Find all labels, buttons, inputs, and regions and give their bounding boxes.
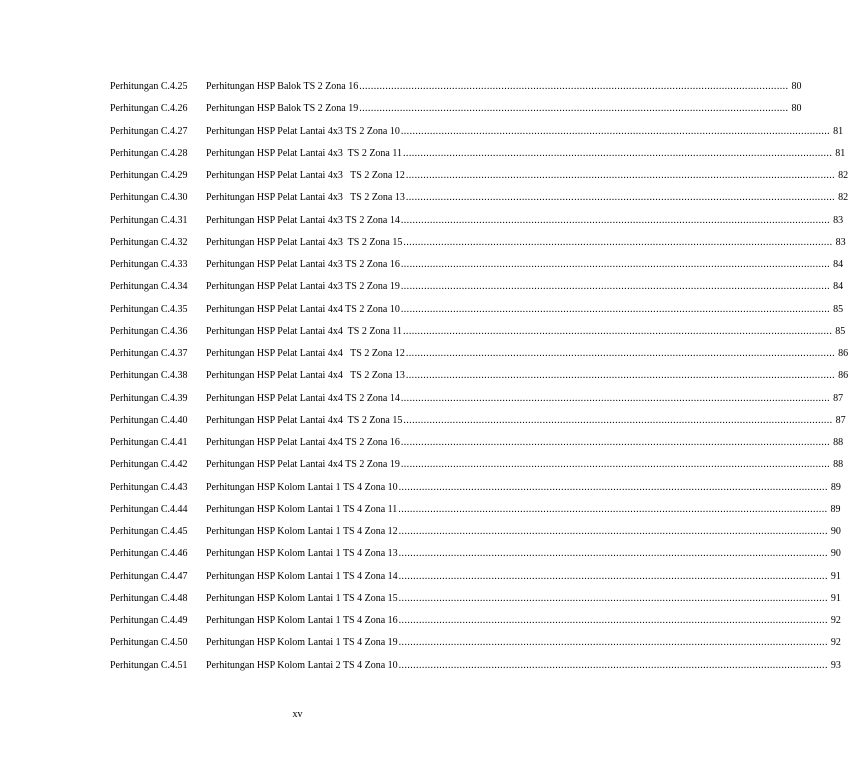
toc-entry[interactable] bbox=[110, 615, 841, 637]
toc-entry-page: 86 bbox=[838, 370, 848, 382]
dot-leader bbox=[406, 192, 835, 204]
toc-entry-label: Perhitungan C.4.34 bbox=[110, 281, 188, 293]
toc-entry-page: 90 bbox=[830, 548, 841, 560]
toc-entry-page: 84 bbox=[833, 259, 844, 270]
toc-entry-label: Perhitungan C.4.47 bbox=[110, 570, 188, 582]
toc-entry-label: Perhitungan C.4.27 bbox=[110, 125, 188, 137]
toc-entry-title: Perhitungan HSP Pelat Lantai 4x3 TS 2 Zona 10 bbox=[206, 125, 400, 137]
toc-entry-title: Perhitungan HSP Kolom Lantai 1 TS 4 Zona 15 bbox=[206, 592, 398, 604]
toc-entry-label: Perhitungan C.4.48 bbox=[110, 592, 188, 604]
toc-entry-title: Perhitungan HSP Pelat Lantai 4x4 TS 2 Zona 12 bbox=[206, 348, 405, 359]
toc-entry[interactable] bbox=[110, 481, 841, 504]
toc-entry[interactable] bbox=[110, 214, 844, 237]
toc-entry-page: 83 bbox=[833, 214, 844, 226]
dot-leader bbox=[399, 526, 828, 538]
toc-entry[interactable] bbox=[110, 526, 841, 548]
dot-leader bbox=[406, 370, 835, 382]
dot-leader bbox=[406, 348, 835, 360]
toc-entry-label: Perhitungan C.4.40 bbox=[110, 414, 188, 426]
toc-entry-label: Perhitungan C.4.25 bbox=[110, 81, 188, 92]
dot-leader bbox=[401, 215, 830, 227]
toc-entry-title: Perhitungan HSP Kolom Lantai 1 TS 4 Zona 12 bbox=[206, 526, 398, 537]
toc-entry-title: Perhitungan HSP Pelat Lantai 4x3 TS 2 Zona 15 bbox=[206, 236, 403, 248]
toc-entry[interactable] bbox=[110, 259, 844, 281]
toc-entry-page: 87 bbox=[835, 414, 846, 426]
toc-entry-page: 82 bbox=[838, 170, 848, 181]
toc-entry-page: 82 bbox=[838, 192, 848, 204]
toc-entry[interactable] bbox=[110, 147, 846, 170]
toc-entry-label: Perhitungan C.4.32 bbox=[110, 236, 188, 248]
toc-entry-label: Perhitungan C.4.46 bbox=[110, 548, 188, 560]
table-of-calculations bbox=[110, 81, 848, 682]
toc-entry-title: Perhitungan HSP Pelat Lantai 4x3 TS 2 Zona 13 bbox=[206, 192, 405, 204]
toc-entry-label: Perhitungan C.4.50 bbox=[110, 637, 188, 649]
toc-entry-page: 84 bbox=[833, 281, 844, 293]
toc-entry-label: Perhitungan C.4.31 bbox=[110, 214, 188, 226]
toc-entry-title: Perhitungan HSP Kolom Lantai 1 TS 4 Zona 11 bbox=[206, 503, 398, 515]
toc-entry-label: Perhitungan C.4.29 bbox=[110, 170, 188, 181]
toc-entry-page: 88 bbox=[833, 437, 844, 448]
dot-leader bbox=[401, 304, 830, 316]
dot-leader bbox=[403, 326, 832, 338]
toc-entry-title: Perhitungan HSP Pelat Lantai 4x3 TS 2 Zona 16 bbox=[206, 259, 400, 270]
toc-entry-label: Perhitungan C.4.33 bbox=[110, 259, 188, 270]
toc-entry-title: Perhitungan HSP Pelat Lantai 4x3 TS 2 Zona 12 bbox=[206, 170, 405, 181]
dot-leader bbox=[399, 571, 828, 583]
toc-entry-label: Perhitungan C.4.41 bbox=[110, 437, 188, 448]
toc-entry-title: Perhitungan HSP Pelat Lantai 4x4 TS 2 Zona 16 bbox=[206, 437, 400, 448]
toc-entry-title: Perhitungan HSP Kolom Lantai 2 TS 4 Zona 10 bbox=[206, 659, 398, 671]
dot-leader bbox=[406, 170, 835, 182]
toc-entry-title: Perhitungan HSP Pelat Lantai 4x3 TS 2 Zona 19 bbox=[206, 281, 400, 293]
dot-leader bbox=[401, 437, 830, 449]
toc-entry[interactable] bbox=[110, 570, 841, 593]
toc-entry[interactable] bbox=[110, 325, 846, 348]
toc-entry-page: 86 bbox=[838, 348, 848, 359]
toc-entry[interactable] bbox=[110, 81, 802, 103]
toc-entry-page: 91 bbox=[830, 592, 841, 604]
toc-entry[interactable] bbox=[110, 103, 802, 125]
toc-entry-page: 92 bbox=[830, 637, 841, 649]
dot-leader bbox=[401, 459, 830, 471]
toc-entry-title: Perhitungan HSP Kolom Lantai 1 TS 4 Zona 16 bbox=[206, 615, 398, 626]
toc-entry[interactable] bbox=[110, 437, 844, 459]
toc-entry-title: Perhitungan HSP Pelat Lantai 4x4 TS 2 Zona 15 bbox=[206, 414, 403, 426]
toc-entry-page: 81 bbox=[833, 125, 844, 137]
dot-leader bbox=[399, 637, 828, 649]
toc-entry-label: Perhitungan C.4.51 bbox=[110, 659, 188, 671]
dot-leader bbox=[399, 660, 828, 672]
toc-entry-title: Perhitungan HSP Kolom Lantai 1 TS 4 Zona 19 bbox=[206, 637, 398, 649]
toc-entry[interactable] bbox=[110, 637, 841, 659]
toc-entry-title: Perhitungan HSP Pelat Lantai 4x4 TS 2 Zona 13 bbox=[206, 370, 405, 382]
toc-entry[interactable] bbox=[110, 370, 848, 392]
toc-entry-label: Perhitungan C.4.30 bbox=[110, 192, 188, 204]
toc-entry-title: Perhitungan HSP Pelat Lantai 4x4 TS 2 Zona 11 bbox=[206, 325, 403, 337]
toc-entry-page: 88 bbox=[833, 459, 844, 471]
toc-entry-title: Perhitungan HSP Balok TS 2 Zona 16 bbox=[206, 81, 359, 92]
dot-leader bbox=[403, 237, 832, 249]
dot-leader bbox=[401, 126, 830, 138]
dot-leader bbox=[399, 548, 828, 560]
dot-leader bbox=[403, 148, 832, 160]
toc-entry-title: Perhitungan HSP Kolom Lantai 1 TS 4 Zona 14 bbox=[206, 570, 398, 582]
toc-entry-label: Perhitungan C.4.39 bbox=[110, 392, 188, 404]
toc-entry-title: Perhitungan HSP Kolom Lantai 1 TS 4 Zona 13 bbox=[206, 548, 398, 560]
toc-entry[interactable] bbox=[110, 548, 841, 570]
toc-entry-page: 91 bbox=[830, 570, 841, 582]
toc-entry-page: 80 bbox=[791, 81, 802, 92]
toc-entry[interactable] bbox=[110, 414, 846, 437]
toc-entry[interactable] bbox=[110, 503, 841, 526]
toc-entry-label: Perhitungan C.4.26 bbox=[110, 103, 188, 115]
toc-entry-label: Perhitungan C.4.28 bbox=[110, 147, 188, 159]
toc-entry-label: Perhitungan C.4.44 bbox=[110, 503, 188, 515]
toc-entry[interactable] bbox=[110, 459, 844, 481]
toc-entry[interactable] bbox=[110, 303, 844, 326]
toc-entry[interactable] bbox=[110, 236, 846, 259]
toc-entry-page: 93 bbox=[830, 659, 841, 671]
toc-entry[interactable] bbox=[110, 125, 844, 148]
toc-entry[interactable] bbox=[110, 348, 848, 370]
toc-entry[interactable] bbox=[110, 392, 844, 415]
toc-entry[interactable] bbox=[110, 170, 848, 192]
dot-leader bbox=[401, 393, 830, 405]
toc-entry-label: Perhitungan C.4.42 bbox=[110, 459, 188, 471]
toc-entry-page: 85 bbox=[833, 303, 844, 315]
toc-entry-page: 81 bbox=[835, 147, 846, 159]
dot-leader bbox=[399, 593, 828, 605]
dot-leader bbox=[359, 81, 788, 93]
toc-entry-page: 89 bbox=[830, 481, 841, 493]
dot-leader bbox=[403, 415, 832, 427]
toc-entry-label: Perhitungan C.4.45 bbox=[110, 526, 188, 537]
dot-leader bbox=[401, 259, 830, 271]
toc-entry-label: Perhitungan C.4.37 bbox=[110, 348, 188, 359]
toc-entry-label: Perhitungan C.4.35 bbox=[110, 303, 188, 315]
toc-entry[interactable] bbox=[110, 192, 848, 214]
toc-entry-label: Perhitungan C.4.43 bbox=[110, 481, 188, 493]
toc-entry-title: Perhitungan HSP Pelat Lantai 4x4 TS 2 Zona 14 bbox=[206, 392, 400, 404]
toc-entry-page: 80 bbox=[791, 103, 802, 115]
toc-entry-label: Perhitungan C.4.36 bbox=[110, 325, 188, 337]
dot-leader bbox=[399, 615, 828, 627]
toc-entry-title: Perhitungan HSP Pelat Lantai 4x3 TS 2 Zona 14 bbox=[206, 214, 400, 226]
toc-entry-label: Perhitungan C.4.38 bbox=[110, 370, 188, 382]
toc-entry-title: Perhitungan HSP Pelat Lantai 4x4 TS 2 Zona 10 bbox=[206, 303, 400, 315]
toc-entry-page: 85 bbox=[835, 325, 846, 337]
toc-entry-page: 90 bbox=[830, 526, 841, 537]
page-number: xv bbox=[292, 709, 303, 720]
toc-entry-title: Perhitungan HSP Pelat Lantai 4x3 TS 2 Zona 11 bbox=[206, 147, 403, 159]
toc-entry-page: 92 bbox=[830, 615, 841, 626]
dot-leader bbox=[398, 504, 827, 516]
toc-entry-title: Perhitungan HSP Kolom Lantai 1 TS 4 Zona 10 bbox=[206, 481, 398, 493]
toc-entry-title: Perhitungan HSP Pelat Lantai 4x4 TS 2 Zona 19 bbox=[206, 459, 400, 471]
dot-leader bbox=[399, 482, 828, 494]
toc-entry-label: Perhitungan C.4.49 bbox=[110, 615, 188, 626]
toc-entry-page: 89 bbox=[830, 503, 841, 515]
toc-entry-page: 87 bbox=[833, 392, 844, 404]
toc-entry[interactable] bbox=[110, 659, 841, 682]
dot-leader bbox=[401, 281, 830, 293]
toc-entry-page: 83 bbox=[835, 236, 846, 248]
toc-entry[interactable] bbox=[110, 281, 844, 303]
toc-entry[interactable] bbox=[110, 592, 841, 615]
dot-leader bbox=[359, 103, 788, 115]
toc-entry-title: Perhitungan HSP Balok TS 2 Zona 19 bbox=[206, 103, 359, 115]
